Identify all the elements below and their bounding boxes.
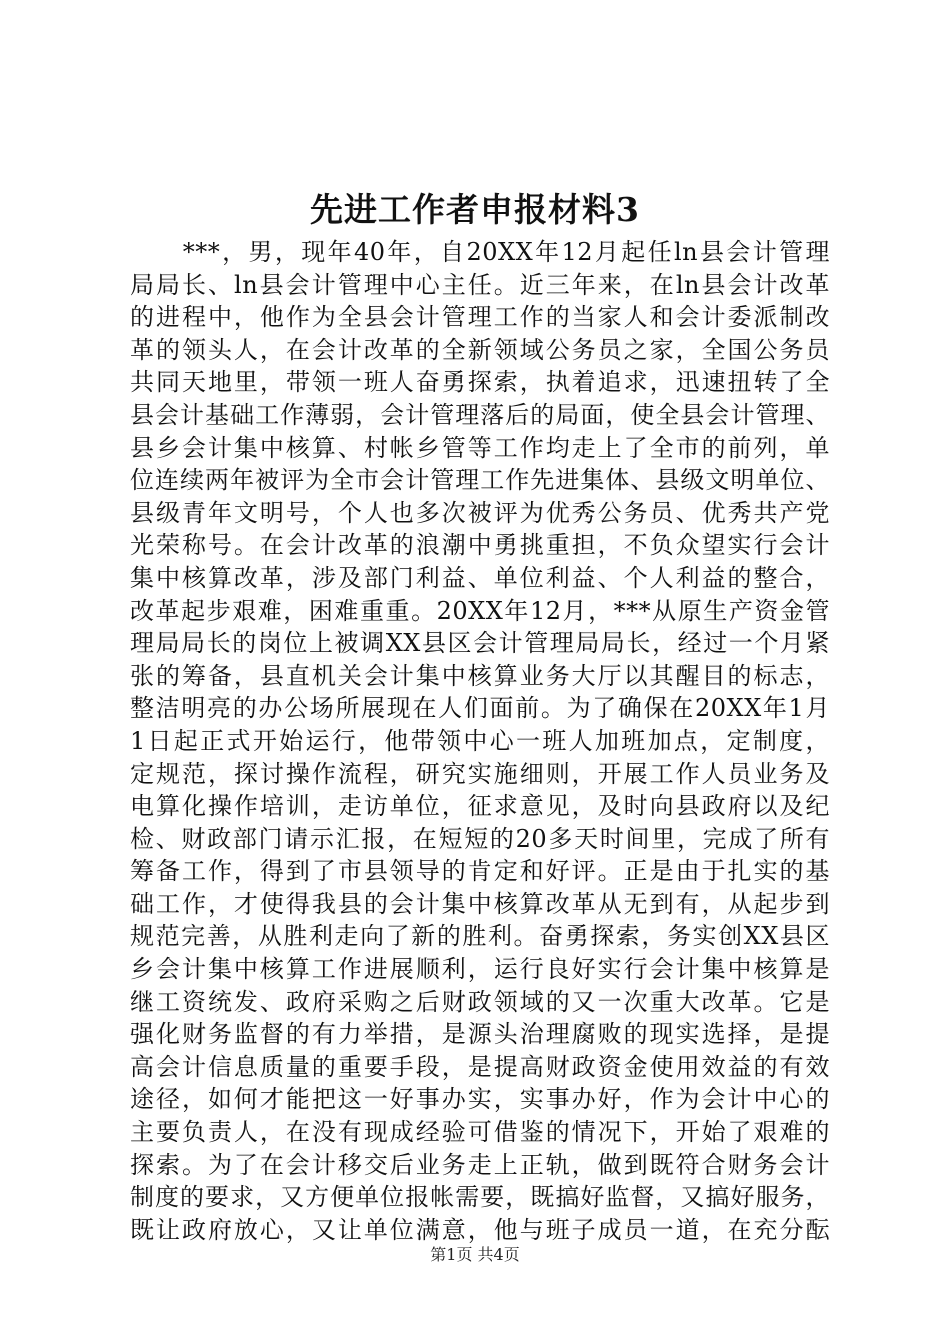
body-line: 整洁明亮的办公场所展现在人们面前。为了确保在20XX年1月 <box>130 694 830 723</box>
body-line: 共同天地里，带领一班人奋勇探索，执着追求，迅速扭转了全 <box>130 368 830 397</box>
body-line: 县级青年文明号，个人也多次被评为优秀公务员、优秀共产党 <box>130 498 830 527</box>
body-line: 县乡会计集中核算、村帐乡管等工作均走上了全市的前列，单 <box>130 433 830 462</box>
body-line: 乡会计集中核算工作进展顺利，运行良好实行会计集中核算是 <box>130 955 830 984</box>
body-line: 的进程中，他作为全县会计管理工作的当家人和会计委派制改 <box>130 303 830 332</box>
body-line: 革的领头人，在会计改革的全新领域公务员之家，全国公务员 <box>130 335 830 364</box>
body-line: 既让政府放心，又让单位满意，他与班子成员一道，在充分酝 <box>130 1215 830 1244</box>
body-line: 光荣称号。在会计改革的浪潮中勇挑重担，不负众望实行会计 <box>130 531 830 560</box>
body-line: 改革起步艰难，困难重重。20XX年12月，***从原生产资金管 <box>130 596 830 625</box>
body-line: 1日起正式开始运行，他带领中心一班人加班加点，定制度， <box>130 726 830 755</box>
body-line: 位连续两年被评为全市会计管理工作先进集体、县级文明单位、 <box>130 466 830 495</box>
body-line: 张的筹备，县直机关会计集中核算业务大厅以其醒目的标志， <box>130 661 830 690</box>
body-line: 主要负责人，在没有现成经验可借鉴的情况下，开始了艰难的 <box>130 1118 830 1147</box>
body-line: 继工资统发、政府采购之后财政领域的又一次重大改革。它是 <box>130 987 830 1016</box>
body-line: 县会计基础工作薄弱，会计管理落后的局面，使全县会计管理、 <box>130 400 830 429</box>
body-line: 定规范，探讨操作流程，研究实施细则，开展工作人员业务及 <box>130 759 830 788</box>
body-line: 理局局长的岗位上被调XX县区会计管理局局长，经过一个月紧 <box>130 629 830 658</box>
document-body <box>130 236 830 1246</box>
body-line: 集中核算改革，涉及部门利益、单位利益、个人利益的整合， <box>130 563 830 592</box>
body-line: 规范完善，从胜利走向了新的胜利。奋勇探索，务实创XX县区 <box>130 922 830 951</box>
body-line: 途径，如何才能把这一好事办实，实事办好，作为会计中心的 <box>130 1085 830 1114</box>
body-line: 础工作，才使得我县的会计集中核算改革从无到有，从起步到 <box>130 889 830 918</box>
body-line: 检、财政部门请示汇报，在短短的20多天时间里，完成了所有 <box>130 824 830 853</box>
body-line: 强化财务监督的有力举措，是源头治理腐败的现实选择，是提 <box>130 1020 830 1049</box>
page-footer: 第1页 共4页 <box>430 1245 520 1264</box>
body-line: 高会计信息质量的重要手段，是提高财政资金使用效益的有效 <box>130 1052 830 1081</box>
body-line: 探索。为了在会计移交后业务走上正轨，做到既符合财务会计 <box>130 1150 830 1179</box>
body-line: 局局长、ln县会计管理中心主任。近三年来，在ln县会计改革 <box>130 270 830 299</box>
body-line: 电算化操作培训，走访单位，征求意见，及时向县政府以及纪 <box>130 792 830 821</box>
body-line: 筹备工作，得到了市县领导的肯定和好评。正是由于扎实的基 <box>130 857 830 886</box>
body-line: 制度的要求，又方便单位报帐需要，既搞好监督，又搞好服务， <box>130 1183 830 1212</box>
document-title: 先进工作者申报材料3 <box>310 190 640 229</box>
body-line: ***，男，现年40年，自20XX年12月起任ln县会计管理 <box>130 238 830 266</box>
